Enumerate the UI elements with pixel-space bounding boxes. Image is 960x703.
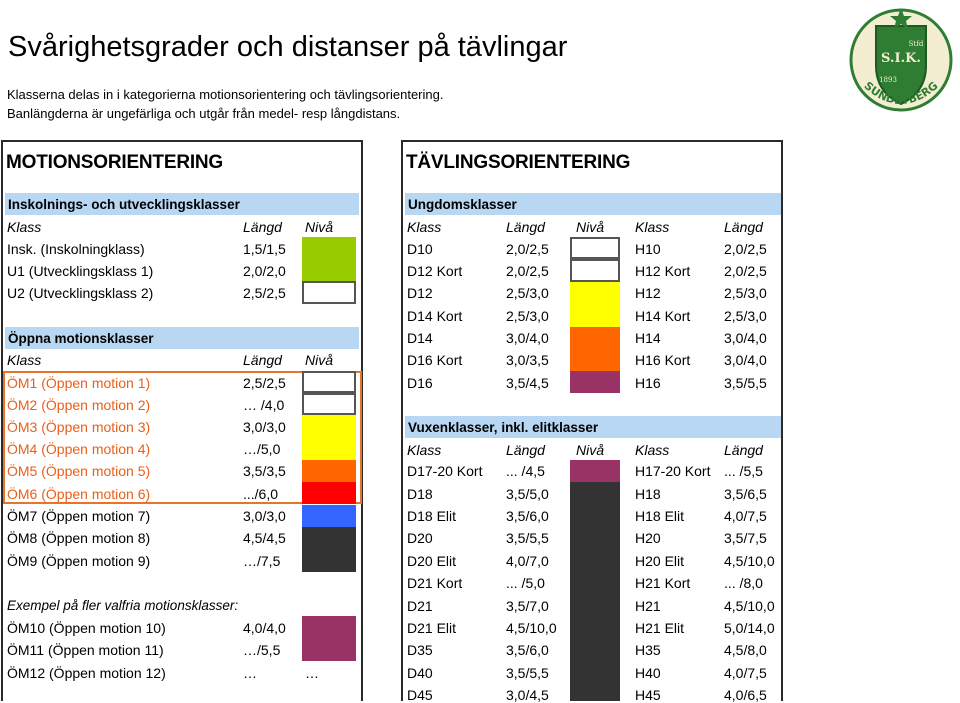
class-length: 2,5/3,0 <box>724 308 767 324</box>
class-length: 3,5/5,5 <box>506 530 549 546</box>
section-heading-oppna: Öppna motionsklasser <box>5 327 359 349</box>
class-name: H18 Elit <box>635 508 685 524</box>
section-heading-ungdom: Ungdomsklasser <box>405 193 781 215</box>
level-swatch-orange <box>302 460 356 482</box>
class-name: H10 <box>635 241 661 257</box>
level-swatch-yellow <box>302 415 356 437</box>
level-swatch-green <box>302 237 356 259</box>
class-name: H20 Elit <box>635 553 685 569</box>
class-length: 2,0/2,5 <box>724 241 767 257</box>
column-header-klass: Klass <box>635 219 670 235</box>
class-name: H16 Kort <box>635 352 691 368</box>
class-name: H40 <box>635 665 661 681</box>
class-name: D18 <box>407 486 433 502</box>
class-length: 3,5/7,5 <box>724 530 767 546</box>
level-swatch-white <box>302 393 356 415</box>
class-length: 3,5/6,5 <box>724 486 767 502</box>
class-length: 2,0/2,0 <box>243 263 286 279</box>
class-name: D14 Kort <box>407 308 463 324</box>
class-name: D21 Kort <box>407 575 463 591</box>
class-length: 4,0/7,5 <box>724 508 767 524</box>
class-length: 3,0/4,0 <box>724 330 767 346</box>
level-swatch-purple <box>302 616 356 661</box>
level-swatch-orange <box>570 327 620 371</box>
class-length: 4,0/4,0 <box>243 620 286 636</box>
svg-text:SUNDBYBERG: SUNDBYBERG <box>861 79 941 108</box>
class-length: 3,5/4,5 <box>506 375 549 391</box>
class-name: D14 <box>407 330 433 346</box>
class-name: D12 <box>407 285 433 301</box>
column-header-niva: Nivå <box>576 219 605 235</box>
class-name: H14 Kort <box>635 308 691 324</box>
level-swatch-white <box>302 281 356 304</box>
class-length: … /4,0 <box>243 397 285 413</box>
class-name: ÖM4 (Öppen motion 4) <box>7 441 151 457</box>
column-header-klass: Klass <box>7 219 42 235</box>
class-name: D40 <box>407 665 433 681</box>
class-name: H21 <box>635 598 661 614</box>
class-length: 3,5/5,5 <box>724 375 767 391</box>
class-length: ... /4,5 <box>506 463 545 479</box>
class-name: H45 <box>635 687 661 703</box>
class-length: 4,0/7,5 <box>724 665 767 681</box>
class-name: ÖM2 (Öppen motion 2) <box>7 397 151 413</box>
class-name: U2 (Utvecklingsklass 2) <box>7 285 154 301</box>
class-name: ÖM7 (Öppen motion 7) <box>7 508 151 524</box>
svg-text:1893: 1893 <box>879 76 897 84</box>
class-length: 4,5/4,5 <box>243 530 286 546</box>
class-name: ÖM6 (Öppen motion 6) <box>7 486 151 502</box>
class-length: 4,0/7,0 <box>506 553 549 569</box>
class-name: D12 Kort <box>407 263 463 279</box>
class-name: ÖM5 (Öppen motion 5) <box>7 463 151 479</box>
class-name: ÖM3 (Öppen motion 3) <box>7 419 151 435</box>
class-name: Insk. (Inskolningklass) <box>7 241 145 257</box>
intro-line-1: Klasserna delas in i kategorierna motionsorientering och tävlingsorientering. <box>7 87 444 102</box>
column-header-klass: Klass <box>635 442 670 458</box>
class-length: 2,5/3,0 <box>506 285 549 301</box>
column-header-langd: Längd <box>724 442 763 458</box>
class-length: 2,0/2,5 <box>724 263 767 279</box>
class-length: 4,5/10,0 <box>506 620 557 636</box>
class-name: D21 Elit <box>407 620 457 636</box>
column-header-niva: Nivå <box>305 352 334 368</box>
class-length: 4,5/10,0 <box>724 598 775 614</box>
tavling-panel-title: TÄVLINGSORIENTERING <box>406 152 631 173</box>
column-header-langd: Längd <box>724 219 763 235</box>
class-length: 3,5/5,5 <box>506 665 549 681</box>
class-length: 2,5/3,0 <box>506 308 549 324</box>
class-length: 3,0/3,5 <box>506 352 549 368</box>
class-name: H21 Kort <box>635 575 691 591</box>
intro-line-2: Banlängderna är ungefärliga och utgår från medel- resp långdistans. <box>7 106 401 121</box>
class-length: 3,5/6,0 <box>506 642 549 658</box>
level-swatch-green <box>302 259 356 281</box>
column-header-niva: Nivå <box>576 442 605 458</box>
level-swatch-red <box>302 482 356 504</box>
class-length: …/5,5 <box>243 642 281 658</box>
column-header-langd: Längd <box>243 352 282 368</box>
column-header-langd: Längd <box>506 442 545 458</box>
class-length: 4,0/6,5 <box>724 687 767 703</box>
class-name: H21 Elit <box>635 620 685 636</box>
column-header-langd: Längd <box>506 219 545 235</box>
class-length: ... /5,5 <box>724 463 763 479</box>
class-length: ... /5,0 <box>506 575 545 591</box>
level-swatch-purple <box>570 371 620 393</box>
level-swatch-purple <box>570 460 620 482</box>
class-length: 4,5/8,0 <box>724 642 767 658</box>
level-swatch-black <box>302 527 356 572</box>
class-name: D18 Elit <box>407 508 457 524</box>
class-name: ÖM1 (Öppen motion 1) <box>7 375 151 391</box>
class-length: 3,5/6,0 <box>506 508 549 524</box>
section-heading-inskolning: Inskolnings- och utvecklingsklasser <box>5 193 359 215</box>
class-name: ÖM9 (Öppen motion 9) <box>7 553 151 569</box>
level-swatch-blue <box>302 505 356 527</box>
class-length: 5,0/14,0 <box>724 620 775 636</box>
class-length: ... /8,0 <box>724 575 763 591</box>
class-length: .../6,0 <box>243 486 279 502</box>
class-length: 3,0/4,0 <box>724 352 767 368</box>
class-length: 3,0/3,0 <box>243 419 286 435</box>
class-length: … <box>243 665 257 681</box>
class-name: H16 <box>635 375 661 391</box>
class-name: D10 <box>407 241 433 257</box>
class-length: 3,5/3,5 <box>243 463 286 479</box>
class-length: …/5,0 <box>243 441 281 457</box>
class-name: D20 Elit <box>407 553 457 569</box>
level-swatch-white <box>570 237 620 259</box>
column-header-klass: Klass <box>407 219 442 235</box>
class-name: D16 <box>407 375 433 391</box>
class-name: ÖM11 (Öppen motion 11) <box>7 642 164 658</box>
level-swatch-white <box>570 259 620 282</box>
column-header-klass: Klass <box>7 352 42 368</box>
svg-text:S.I.K.: S.I.K. <box>881 51 921 66</box>
example-label: Exempel på fler valfria motionsklasser: <box>7 598 239 613</box>
class-name: H20 <box>635 530 661 546</box>
page-title: Svårighetsgrader och distanser på tävlingar <box>8 31 568 63</box>
level-swatch-yellow <box>570 282 620 327</box>
club-logo <box>846 4 956 122</box>
class-length: 1,5/1,5 <box>243 241 286 257</box>
class-name: H14 <box>635 330 661 346</box>
class-length: 3,5/5,0 <box>506 486 549 502</box>
class-length: 2,0/2,5 <box>506 263 549 279</box>
class-name: H17-20 Kort <box>635 463 711 479</box>
class-name: D20 <box>407 530 433 546</box>
class-name: D35 <box>407 642 433 658</box>
class-name: H12 Kort <box>635 263 691 279</box>
motion-panel-title: MOTIONSORIENTERING <box>6 152 224 173</box>
column-header-langd: Längd <box>243 219 282 235</box>
class-name: D16 Kort <box>407 352 463 368</box>
class-length: 4,5/10,0 <box>724 553 775 569</box>
class-name: U1 (Utvecklingsklass 1) <box>7 263 154 279</box>
class-name: H12 <box>635 285 661 301</box>
class-length: 2,5/2,5 <box>243 375 286 391</box>
level-swatch-yellow <box>302 437 356 460</box>
class-name: ÖM8 (Öppen motion 8) <box>7 530 151 546</box>
column-header-niva: Nivå <box>305 219 334 235</box>
class-name: D45 <box>407 687 433 703</box>
class-name: H35 <box>635 642 661 658</box>
class-length: 3,0/3,0 <box>243 508 286 524</box>
class-name: D21 <box>407 598 433 614</box>
svg-text:Stfd: Stfd <box>908 40 924 48</box>
column-header-klass: Klass <box>407 442 442 458</box>
class-name: ÖM12 (Öppen motion 12) <box>7 665 166 681</box>
class-length: 3,0/4,5 <box>506 687 549 703</box>
level-text: … <box>305 665 319 681</box>
class-length: 3,0/4,0 <box>506 330 549 346</box>
class-length: …/7,5 <box>243 553 281 569</box>
class-length: 2,0/2,5 <box>506 241 549 257</box>
class-length: 2,5/3,0 <box>724 285 767 301</box>
section-heading-vuxen: Vuxenklasser, inkl. elitklasser <box>405 416 781 438</box>
level-swatch-white <box>302 371 356 393</box>
class-name: H18 <box>635 486 661 502</box>
class-length: 3,5/7,0 <box>506 598 549 614</box>
class-length: 2,5/2,5 <box>243 285 286 301</box>
class-name: D17-20 Kort <box>407 463 483 479</box>
class-name: ÖM10 (Öppen motion 10) <box>7 620 166 636</box>
level-swatch-black <box>570 482 620 701</box>
